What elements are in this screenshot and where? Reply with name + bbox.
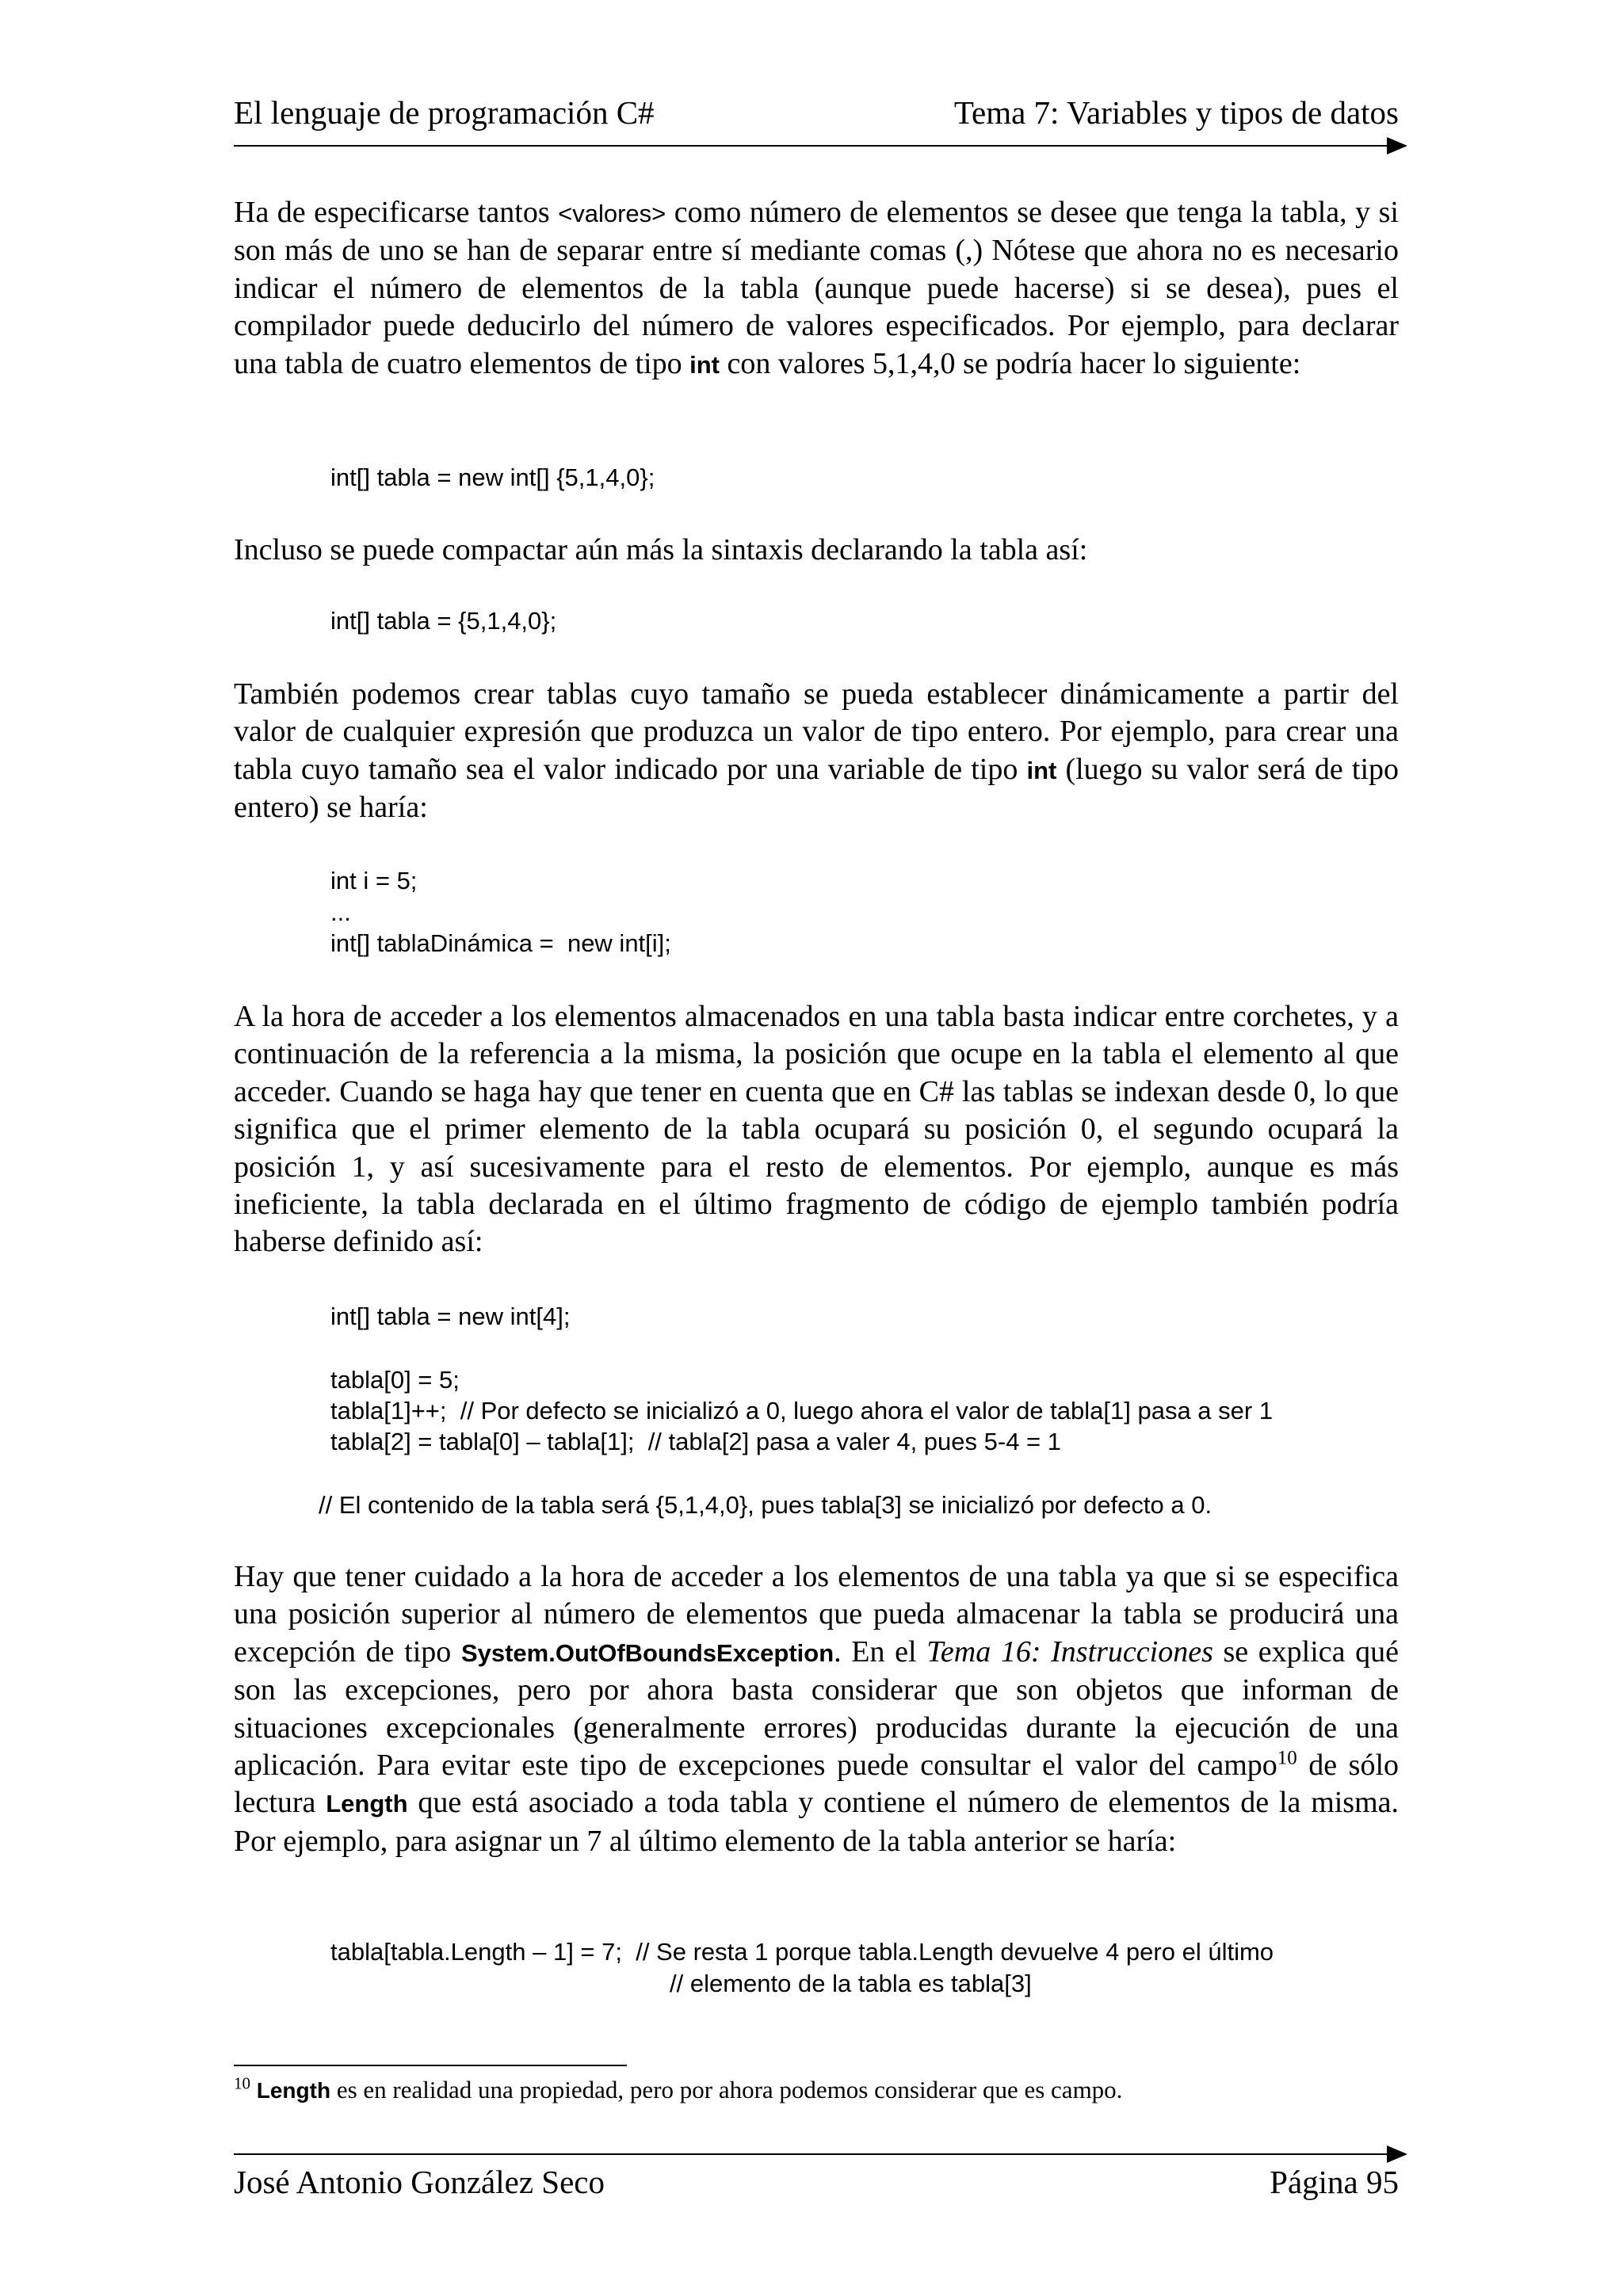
inline-keyword: int <box>1026 756 1057 784</box>
code-line: int i = 5; <box>330 867 418 894</box>
inline-keyword: System.OutOfBoundsException <box>460 1638 834 1667</box>
header-chapter-title: Tema 7: Variables y tipos de datos <box>953 94 1399 131</box>
code-line: ... <box>330 898 351 926</box>
code-block-2: int[] tabla = {5,1,4,0}; <box>330 607 557 635</box>
text-span: con valores 5,1,4,0 se podría hacer lo siguiente: <box>727 346 1301 380</box>
code-line: // elemento de la tabla es tabla[3] <box>670 1970 1032 1997</box>
code-line: tabla[1]++; // Por defecto se inicializó a 0, luego ahora el valor de tabla[1] pasa a ser 1 <box>330 1397 1274 1425</box>
chapter-reference: Tema 16: Instrucciones <box>926 1634 1213 1669</box>
text-span: que está asociado a toda tabla y contiene el número de elementos de la misma. Por ejemplo, para asignar un 7 al último elemento de la tabla anterior se haría: <box>234 1786 1400 1858</box>
header-book-title: El lenguaje de programación C# <box>234 94 655 131</box>
code-line: tabla[0] = 5; <box>330 1366 460 1394</box>
header-rule <box>234 145 1388 147</box>
footer-arrow-icon <box>1387 2145 1407 2163</box>
paragraph-2: Incluso se puede compactar aún más la sintaxis declarando la tabla así: <box>234 533 1088 566</box>
text-span: como número de elementos se desee que tenga la tabla, y si son más de uno se han de separar entre sí mediante comas (,) Nótese que ahora no es necesario indicar el número de elementos de la tabla (aunque puede hacerse) si se desea), pues el compilador puede deducirlo del número de valores especificados. Por ejemplo, para declarar una tabla de cuatro elementos de tipo <box>234 196 1399 380</box>
header-arrow-icon <box>1387 137 1407 154</box>
footnote-text: es en realidad una propiedad, pero por ahora podemos considerar que es campo. <box>336 2076 1123 2103</box>
code-comment-line: // El contenido de la tabla será {5,1,4,0}, pues tabla[3] se inicializó por defecto a 0. <box>319 1491 1212 1519</box>
inline-keyword: Length <box>326 1790 408 1818</box>
footnote-number: 10 <box>234 2073 250 2093</box>
code-line: int[] tabla = new int[4]; <box>330 1302 571 1330</box>
code-block-1: int[] tabla = new int[] {5,1,4,0}; <box>330 463 655 491</box>
footnote-reference: 10 <box>1277 1747 1297 1769</box>
page-number: Página 95 <box>1270 2164 1399 2200</box>
inline-keyword: int <box>689 350 720 379</box>
page-header <box>234 93 1399 141</box>
text-span: Ha de especificarse tantos <box>234 196 550 229</box>
footnote <box>234 2074 1122 2107</box>
text-span: se explica qué son las excepciones, pero por ahora basta considerar que son objetos que informan de situaciones excepcionales (generalmente errores) producidas durante la ejecución de una aplicación. Para evitar este tipo de excepciones puede consultar el valor del campo <box>234 1634 1400 1783</box>
paragraph-4: A la hora de acceder a los elementos almacenados en una tabla basta indicar entre corchetes, y a continuación de la referencia a la misma, la posición que ocupe en la tabla el elemento al que acceder. Cuando se haga hay que tener en cuenta que en C# las tablas se indexan desde 0, lo que significa que el primer elemento de la tabla ocupará su posición 0, el segundo ocupará la posición 1, y así sucesivamente para el resto de elementos. Por ejemplo, aunque es más ineficiente, la tabla declarada en el último fragmento de código de ejemplo también podría haberse definido así: <box>234 1000 1399 1259</box>
code-line: tabla[tabla.Length – 1] = 7; // Se resta 1 porque tabla.Length devuelve 4 pero el último <box>330 1938 1274 1966</box>
code-line: tabla[2] = tabla[0] – tabla[1]; // tabla[2] pasa a valer 4, pues 5-4 = 1 <box>330 1428 1062 1455</box>
paragraph-1 <box>234 194 1399 383</box>
page-footer <box>234 2163 1399 2201</box>
footer-rule <box>234 2153 1388 2155</box>
text-span: de sólo lectura <box>234 1749 1400 1820</box>
paragraph-3 <box>234 676 1399 827</box>
inline-keyword: Length <box>256 2078 331 2103</box>
footer-author: José Antonio González Seco <box>234 2164 605 2200</box>
text-span: También podemos crear tablas cuyo tamaño se pueda establecer dinámicamente a partir del valor de cualquier expresión que produzca un valor de tipo entero. Por ejemplo, para crear una tabla cuyo tamaño sea el valor indicado por una variable de tipo <box>234 677 1399 786</box>
inline-placeholder: <valores> <box>558 200 666 227</box>
text-span: Hay que tener cuidado a la hora de acceder a los elementos de una tabla ya que si se especifica una posición superior al número de elementos que pueda almacenar la tabla se producirá una excepción de tipo <box>234 1560 1399 1669</box>
footnote-separator <box>234 2065 627 2066</box>
code-line: int[] tablaDinámica = new int[i]; <box>330 929 671 957</box>
text-span: (luego su valor será de tipo entero) se haría: <box>234 752 1400 825</box>
paragraph-5 <box>234 1558 1399 1860</box>
text-span: . En el <box>834 1634 917 1669</box>
